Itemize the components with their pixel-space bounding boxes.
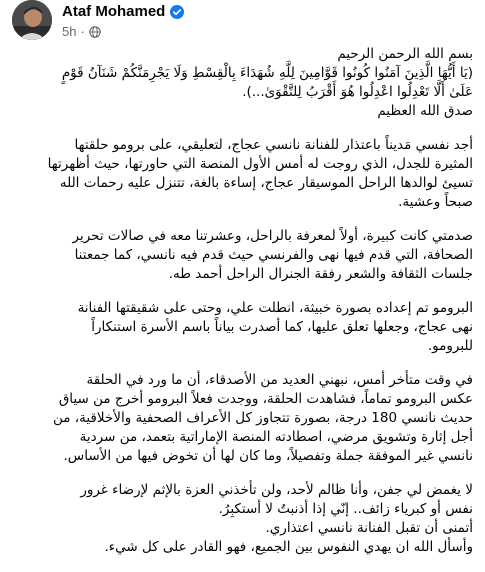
- post-text-line: أجل إثارة وتشويق مرضي، اصطادته المنصة الإماراتية بتعمد، من سردية: [79, 429, 473, 445]
- meta-separator: ·: [80, 24, 85, 39]
- post-text-line: نهى عجاج، وجعلها تعلق عليها، كما أصدرت بياناً باسم الأسرة استنكاراً: [91, 319, 473, 335]
- post-text-line: صدمتي كانت كبيرة، أولاً لمعرفة بالراحل، وعشرتنا معه في صالات تحرير: [72, 228, 473, 244]
- post-paragraph: [12, 371, 473, 466]
- post-text-line: صبحاً وعشية.: [398, 194, 473, 210]
- post-text-line: وأسأل الله ان يهدي النفوس بين الجميع، فهو القادر على كل شيء.: [104, 539, 473, 555]
- post-text-line: عَلَىٰ أَلَّا تَعْدِلُوا اعْدِلُوا هُوَ أَقْرَبُ لِلتَّقْوَىٰ...).: [242, 84, 473, 100]
- post-text-line: (يَا أَيُّهَا الَّذِينَ آمَنُوا كُونُوا قَوَّامِينَ لِلَّهِ شُهَدَاءَ بِالْقِسْطِ وَلَا يَجْرِمَنَّكُمْ شَنَآنُ قَوْمٍ: [61, 65, 473, 81]
- post-text-line: نفس أو كبرياء زائف.. إنّي إذا أذنبتُ لا أستكبِرُ.: [218, 501, 473, 517]
- post-header: [0, 0, 485, 44]
- post-meta: [62, 24, 101, 39]
- post-text-line: المثيرة للجدل، الذي روجت له أمس الأول المنصة التي حاورتها، حيث أظهرتها: [47, 156, 473, 172]
- post-time[interactable]: 5h: [62, 24, 77, 39]
- post-text-line: الصحافة، التي قدم فيها نهى والفرنسي حيث قدم فيه نانسي، كما جمعتنا: [74, 247, 473, 263]
- post-text-line: أتمنى أن تقبل الفنانة نانسي اعتذاري.: [265, 520, 473, 536]
- post-paragraph: [12, 45, 473, 121]
- globe-icon[interactable]: [89, 26, 101, 38]
- author-avatar[interactable]: [12, 0, 52, 40]
- post-paragraph: [12, 136, 473, 212]
- post-text-line: جلسات الثقافة والشعر رفقة الجنرال الراحل أحمد طه.: [168, 266, 473, 282]
- post-text-line: تسيئ لوالدها الراحل الموسيقار عجاج، إساءة بالغة، تتنزل عليه رحمات الله: [59, 175, 473, 191]
- author-name-row: [62, 3, 184, 20]
- post-text-line: عكس البرومو تماماً، فشاهدت الحلقة، ووجدت فعلاً البرومو أخرج من سياق: [58, 391, 473, 407]
- author-name[interactable]: Ataf Mohamed: [62, 3, 166, 20]
- post-text-line: للبرومو.: [427, 338, 473, 354]
- post-text-line: البرومو تم إعداده بصورة خبيثة، انطلت علي، وحتى على شقيقتها الفنانة: [77, 300, 473, 316]
- post-text-line: في وقت متأخر أمس، نبهني العديد من الأصدقاء، أن ما ورد في الحلقة: [86, 372, 473, 388]
- post-text-line: نانسي غير الموفقة جملة وتفصيلاً، وما كان لها أن تخوض فيها من الأساس.: [63, 448, 473, 464]
- post-text-line: حديث نانسي 180 درجة، بصورة تتجاوز كل الأعراف الصحفية والأخلاقية، من: [52, 410, 473, 426]
- post-text-line: لا يغمض لي جفن، وأنا ظالم لأحد، ولن تأخذني العزة بالإثم لإرضاء غرور: [80, 482, 473, 498]
- post-text-line: صدق الله العظيم: [377, 103, 473, 119]
- verified-badge-icon: [170, 5, 184, 19]
- post-content: [12, 45, 473, 572]
- post-paragraph: [12, 227, 473, 284]
- post-paragraph: [12, 299, 473, 356]
- post-text-line: بسم الله الرحمن الرحيم: [337, 46, 473, 62]
- post-text-line: أجد نفسي مَديناً باعتذار للفنانة نانسي عجاج، لتعليقي، على برومو حلقتها: [74, 137, 473, 153]
- post-paragraph: [12, 481, 473, 557]
